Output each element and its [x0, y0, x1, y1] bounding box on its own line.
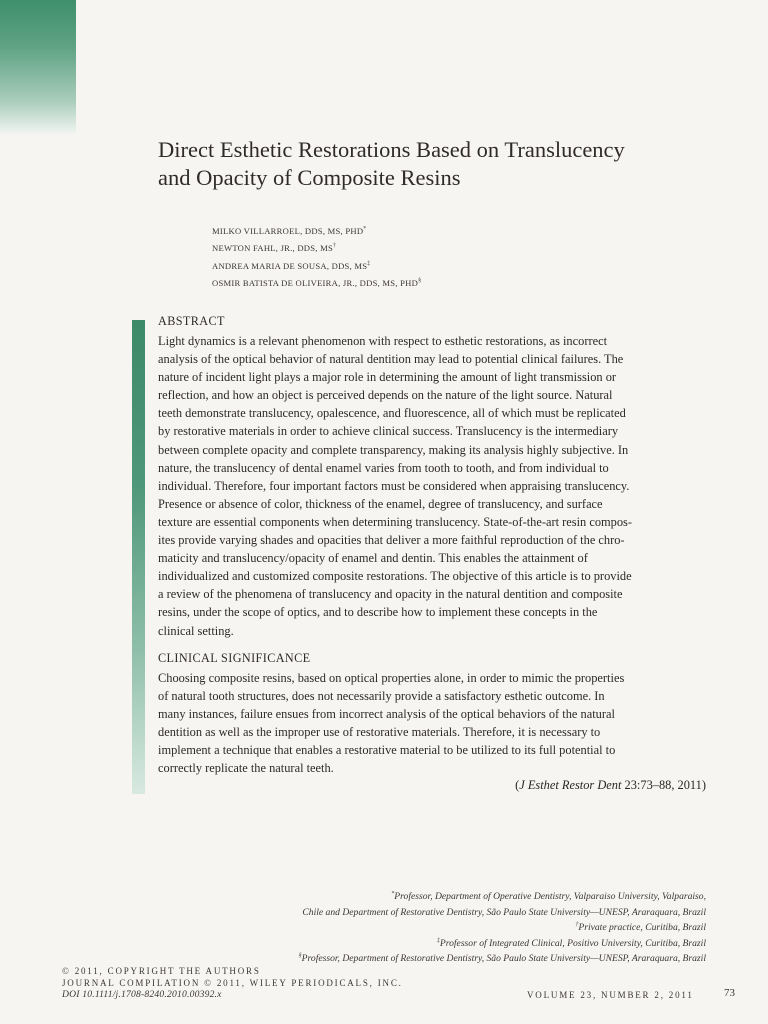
paragraph-line: between complete opacity and complete transparency, making its analysis highly subjective. In: [158, 442, 629, 457]
author-name: MILKO VILLARROEL, DDS, MS, PHD: [212, 225, 364, 236]
footnote-line: [299, 935, 706, 951]
paragraph-line: correctly replicate the natural teeth.: [158, 761, 334, 776]
title-line: Direct Esthetic Restorations Based on Translucency: [158, 137, 625, 162]
abstract-body: [158, 332, 718, 640]
footnote-mark: †: [575, 922, 579, 929]
paragraph-line: dentition as well as the improper use of restorative materials. Therefore, it is necessary to: [158, 725, 601, 740]
footnote-text: Private practice, Curitiba, Brazil: [578, 922, 706, 934]
paragraph-line: maticity and translucency/opacity of enamel and dentin. This enables the attainment of: [158, 551, 588, 566]
footnote-mark: *: [391, 891, 395, 897]
author-name: NEWTON FAHL, JR., DDS, MS: [212, 243, 334, 254]
footnote-mark: ‡: [436, 937, 440, 944]
paragraph-line: implement a technique that enables a restorative material to be utilized to its full potential to: [158, 743, 616, 758]
copyright-line: © 2011, COPYRIGHT THE AUTHORS: [62, 966, 261, 976]
footnote-mark: §: [298, 953, 302, 960]
copyright-line: JOURNAL COMPILATION © 2011, WILEY PERIODICALS, INC.: [62, 977, 403, 988]
paragraph-line: nature, the translucency of dental enamel varies from tooth to tooth, and from individual to: [158, 460, 609, 475]
abstract-accent-bar: [132, 320, 145, 794]
paragraph-line: individual. Therefore, four important factors must be considered when appraising translucency.: [158, 478, 630, 493]
footnote-line: [299, 919, 706, 935]
author-name: OSMIR BATISTA DE OLIVEIRA, JR., DDS, MS, PHD: [212, 277, 419, 288]
doi-link[interactable]: DOI 10.1111/j.1708-8240.2010.00392.x: [62, 989, 222, 1000]
author-mark: §: [418, 278, 422, 285]
citation-details: 23:73–88, 2011): [621, 778, 706, 792]
article-title: [158, 136, 718, 192]
paragraph-line: teeth demonstrate translucency, opalescence, and fluorescence, all of which must be replicated: [158, 406, 626, 421]
corner-accent-block: [0, 0, 76, 134]
author-mark: *: [363, 226, 367, 232]
author-name: ANDREA MARIA DE SOUSA, DDS, MS: [212, 260, 368, 271]
footnote-text: Professor, Department of Operative Dentistry, Valparaiso University, Valparaiso,: [394, 891, 706, 903]
paragraph-line: Choosing composite resins, based on optical properties alone, in order to mimic the properties: [158, 671, 625, 685]
author-list: [212, 222, 421, 291]
paragraph-line: Presence or absence of color, thickness of the enamel, degree of translucency, and surface: [158, 496, 603, 511]
footnote-line: [299, 950, 706, 966]
footnote-text: Professor, Department of Restorative Dentistry, São Paulo State University—UNESP, Araraquara, Brazil: [301, 953, 706, 965]
clinical-significance-heading: CLINICAL SIGNIFICANCE: [158, 651, 311, 665]
citation-open: (: [515, 778, 520, 792]
paragraph-line: nature of incident light plays a major role in determining the amount of light transmission or: [158, 370, 617, 385]
author-item: [212, 257, 421, 274]
paragraph-line: reflection, and how an object is perceived depends on the nature of the light source. Natural: [158, 388, 613, 403]
affiliation-footnotes: [299, 888, 706, 966]
footnote-text: Chile and Department of Restorative Dentistry, São Paulo State University—UNESP, Araraquara, Brazil: [302, 906, 706, 918]
title-line: and Opacity of Composite Resins: [158, 165, 461, 190]
author-item: [212, 274, 421, 291]
author-mark: ‡: [367, 260, 371, 267]
clinical-significance-body: [158, 669, 718, 778]
copyright-block: [62, 966, 403, 1001]
footnote-line: [299, 888, 706, 904]
paragraph-line: Light dynamics is a relevant phenomenon with respect to esthetic restorations, as incorrect: [158, 334, 608, 348]
page-number: 73: [724, 987, 735, 999]
journal-citation: [515, 778, 706, 793]
paragraph-line: clinical setting.: [158, 623, 234, 638]
paragraph-line: of natural tooth structures, does not necessarily provide a satisfactory esthetic outcome. In: [158, 689, 605, 704]
footnote-line: [299, 904, 706, 920]
paragraph-line: individualized and customized composite restorations. The objective of this article is to provide: [158, 569, 632, 584]
volume-issue: VOLUME 23, NUMBER 2, 2011: [527, 990, 694, 1000]
paragraph-line: many instances, failure ensues from incorrect analysis of the optical behaviors of the natural: [158, 707, 615, 722]
paragraph-line: analysis of the optical behavior of natural dentition may lead to potential clinical failures. The: [158, 352, 624, 367]
citation-journal: J Esthet Restor Dent: [519, 778, 622, 792]
paragraph-line: ites provide varying shades and opacities that deliver a more faithful reproduction of the chro-: [158, 533, 625, 548]
paragraph-line: resins, under the scope of optics, and to describe how to implement these concepts in the: [158, 605, 598, 620]
author-item: [212, 222, 421, 239]
paragraph-line: texture are essential components when determining translucency. State-of-the-art resin compos-: [158, 514, 633, 529]
paragraph-line: a review of the phenomena of translucency and opacity in the natural dentition and composite: [158, 587, 623, 602]
author-item: [212, 239, 421, 256]
author-mark: †: [333, 243, 337, 250]
paragraph-line: by restorative materials in order to achieve clinical success. Translucency is the intermediary: [158, 424, 619, 439]
abstract-heading: ABSTRACT: [158, 314, 225, 328]
footnote-text: Professor of Integrated Clinical, Positivo University, Curitiba, Brazil: [439, 937, 706, 949]
